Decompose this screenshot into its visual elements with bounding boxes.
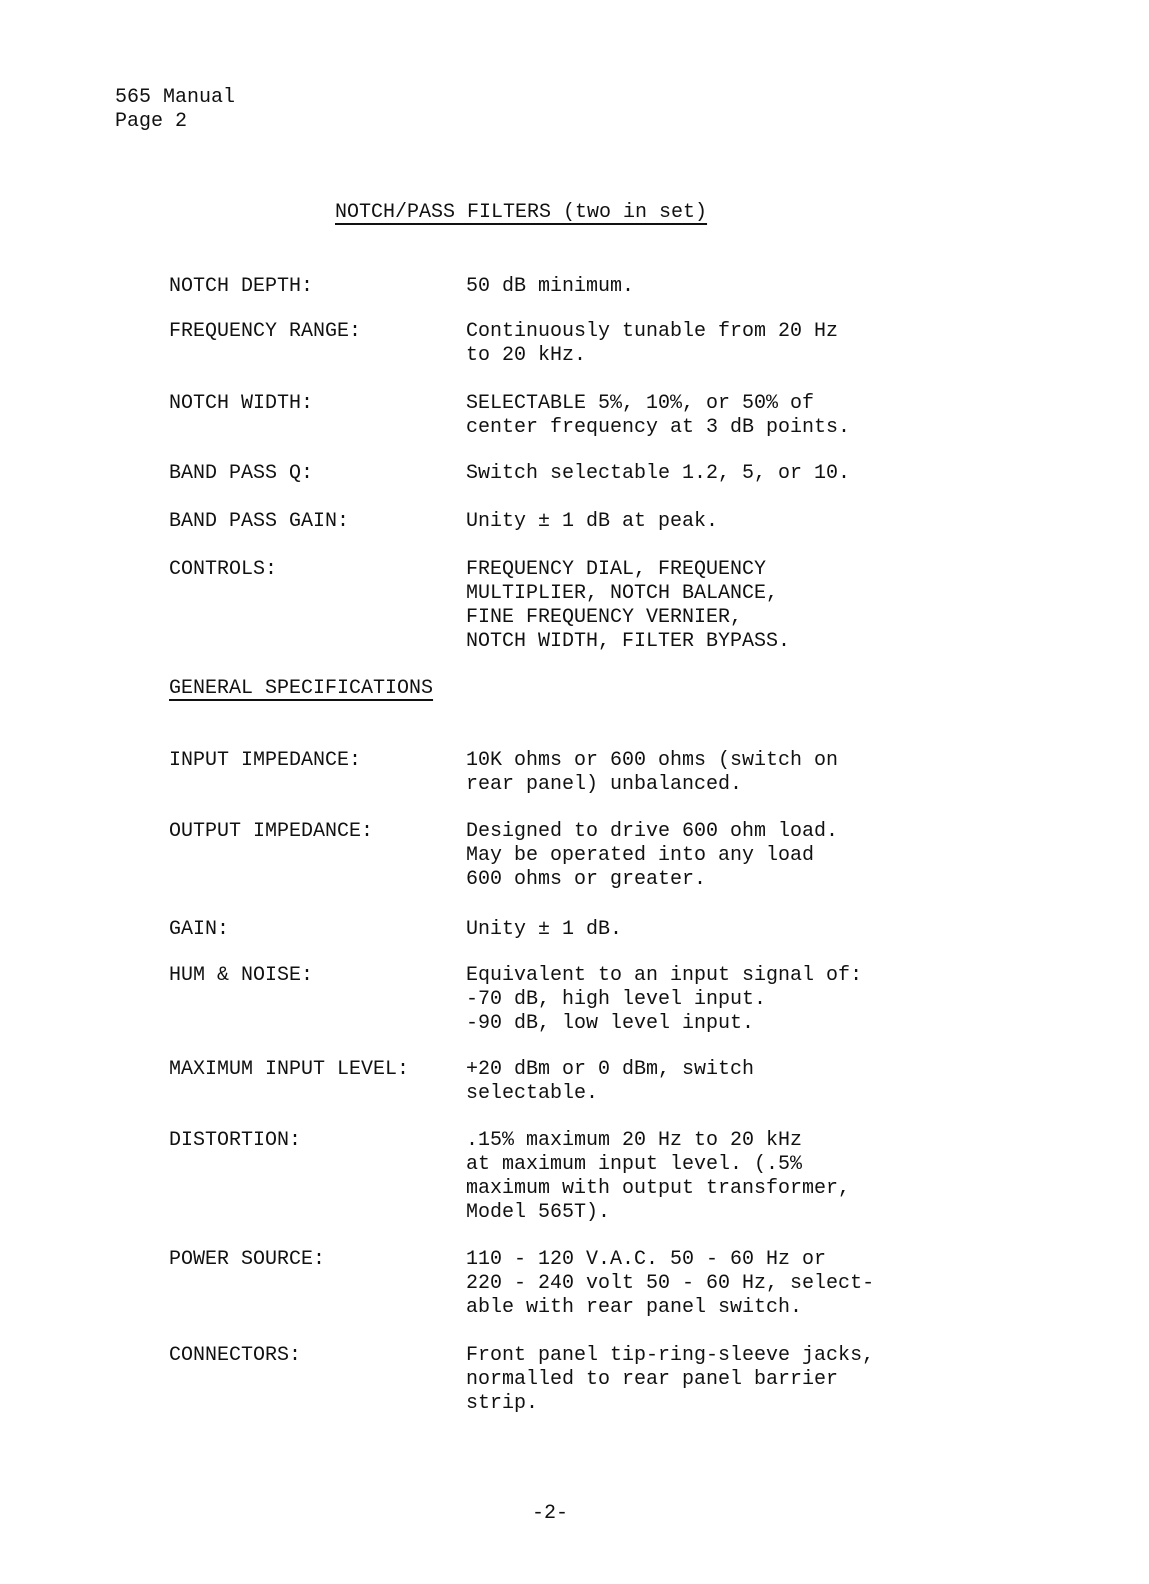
spec-value: Unity ± 1 dB.: [466, 918, 623, 941]
page-label: Page 2: [115, 110, 188, 133]
spec-value: 10K ohms or 600 ohms (switch on rear panel) unbalanced.: [466, 749, 839, 796]
spec-value: Unity ± 1 dB at peak.: [466, 510, 719, 533]
page-number: -2-: [531, 1502, 568, 1525]
spec-label: DISTORTION:: [169, 1129, 302, 1152]
spec-value: +20 dBm or 0 dBm, switch selectable.: [466, 1058, 755, 1105]
spec-value: Designed to drive 600 ohm load. May be operated into any load 600 ohms or greater.: [466, 820, 839, 891]
spec-label: BAND PASS GAIN:: [169, 510, 350, 533]
spec-value: SELECTABLE 5%, 10%, or 50% of center frequency at 3 dB points.: [466, 392, 851, 439]
manual-title: 565 Manual: [115, 86, 236, 109]
spec-value: FREQUENCY DIAL, FREQUENCY MULTIPLIER, NOTCH BALANCE, FINE FREQUENCY VERNIER, NOTCH WIDTH, FILTER BYPASS.: [466, 558, 791, 653]
spec-label: CONTROLS:: [169, 558, 278, 581]
spec-value: .15% maximum 20 Hz to 20 kHz at maximum input level. (.5% maximum with output transformer, Model 565T).: [466, 1129, 851, 1224]
spec-value: Front panel tip-ring-sleeve jacks, normalled to rear panel barrier strip.: [466, 1344, 875, 1415]
spec-value: 110 - 120 V.A.C. 50 - 60 Hz or 220 - 240 volt 50 - 60 Hz, select- able with rear panel switch.: [466, 1248, 875, 1319]
spec-label: FREQUENCY RANGE:: [169, 320, 362, 343]
spec-label: MAXIMUM INPUT LEVEL:: [169, 1058, 410, 1081]
spec-value: Continuously tunable from 20 Hz to 20 kHz.: [466, 320, 839, 367]
spec-label: GAIN:: [169, 918, 230, 941]
spec-value: 50 dB minimum.: [466, 275, 635, 298]
spec-label: POWER SOURCE:: [169, 1248, 326, 1271]
spec-label: OUTPUT IMPEDANCE:: [169, 820, 374, 843]
spec-label: NOTCH DEPTH:: [169, 275, 314, 298]
page-header: [115, 86, 235, 134]
spec-value: Equivalent to an input signal of: -70 dB, high level input. -90 dB, low level input.: [466, 964, 863, 1035]
general-section-title: GENERAL SPECIFICATIONS: [169, 677, 434, 700]
spec-label: HUM & NOISE:: [169, 964, 314, 987]
spec-label: INPUT IMPEDANCE:: [169, 749, 362, 772]
spec-value: Switch selectable 1.2, 5, or 10.: [466, 462, 851, 485]
notch-section-title: NOTCH/PASS FILTERS (two in set): [335, 201, 708, 224]
spec-label: CONNECTORS:: [169, 1344, 302, 1367]
spec-label: NOTCH WIDTH:: [169, 392, 314, 415]
spec-label: BAND PASS Q:: [169, 462, 314, 485]
